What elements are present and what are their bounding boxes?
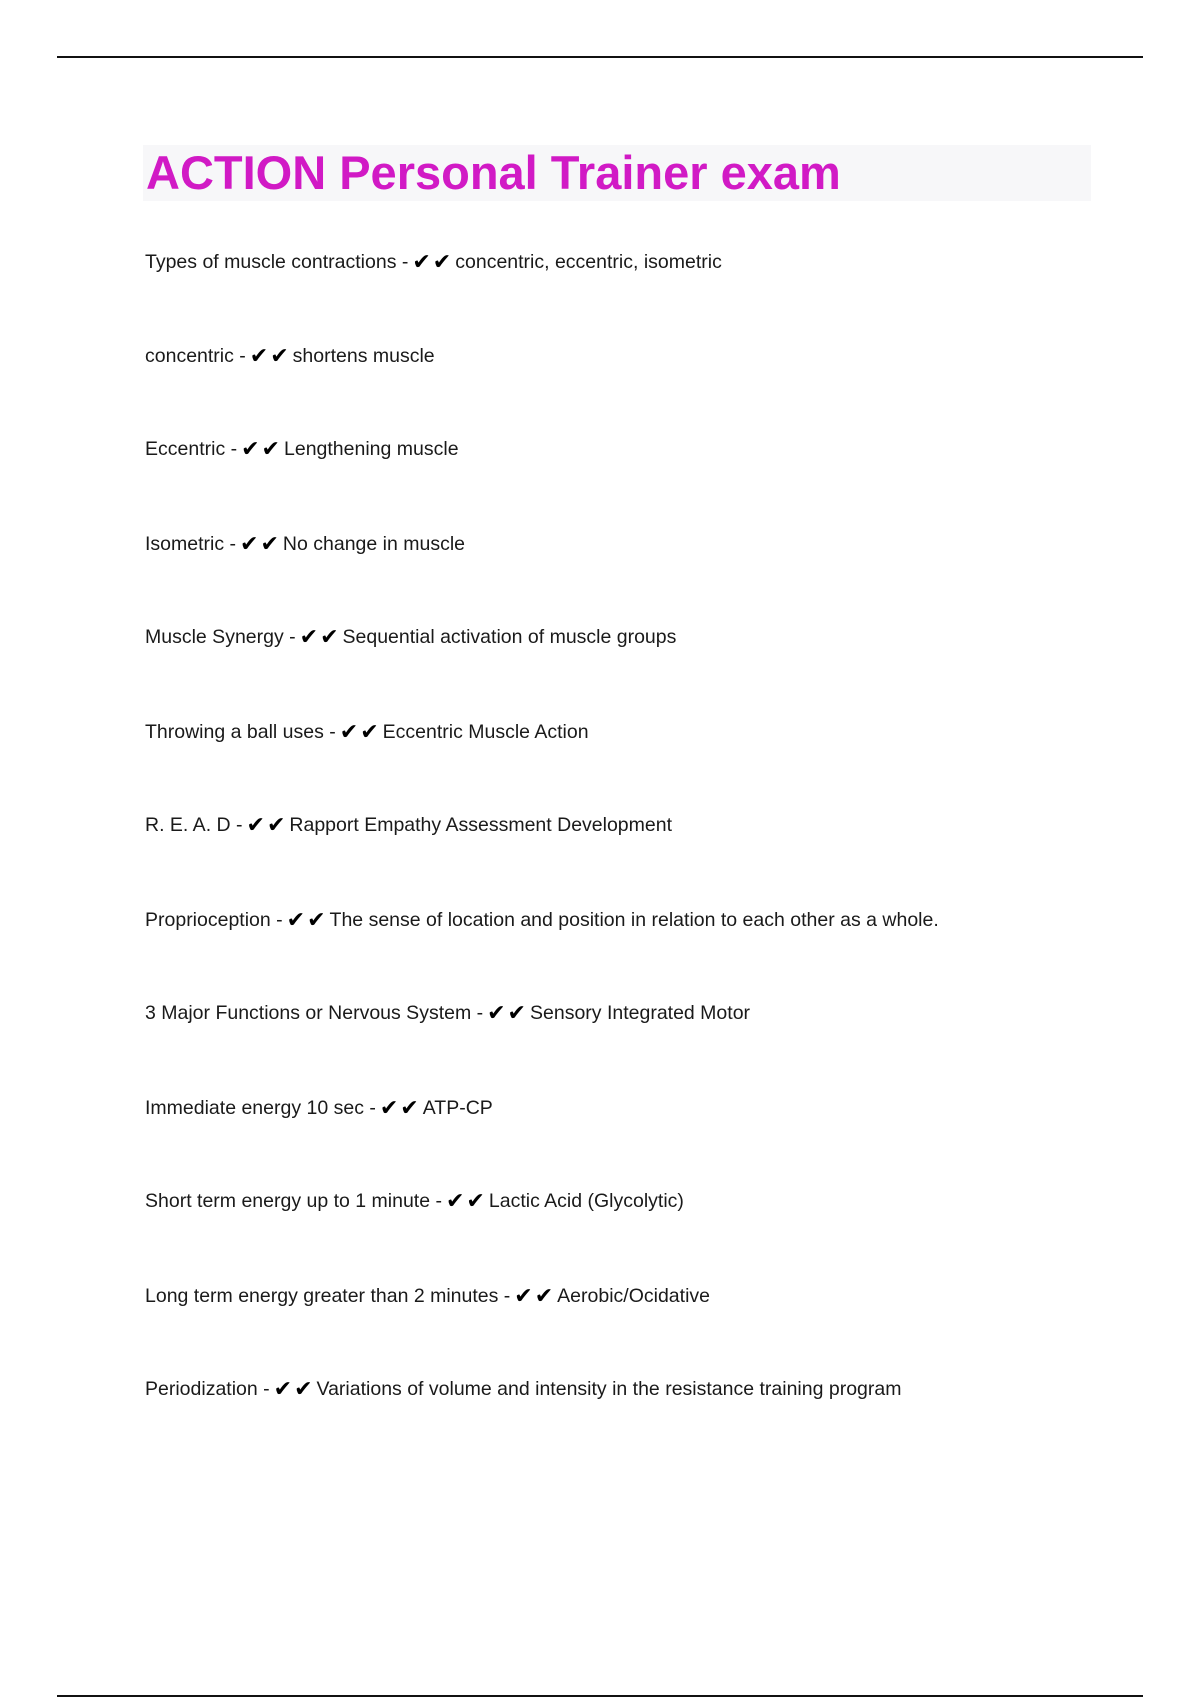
qa-answer: Lengthening muscle	[284, 438, 459, 460]
qa-answer: The sense of location and position in relation to each other as a whole.	[329, 909, 939, 931]
qa-item	[145, 625, 676, 650]
qa-answer: Variations of volume and intensity in the resistance training program	[316, 1378, 902, 1400]
qa-term: Throwing a ball uses	[145, 721, 324, 743]
qa-item	[145, 532, 465, 557]
qa-term: Isometric	[145, 533, 225, 555]
double-check-icon: ✔✔	[487, 1001, 528, 1026]
qa-separator: -	[435, 1190, 442, 1212]
qa-separator: -	[329, 721, 336, 743]
double-check-icon: ✔✔	[299, 625, 341, 650]
top-rule	[57, 56, 1143, 58]
qa-separator: -	[369, 1097, 376, 1119]
qa-item	[145, 720, 589, 745]
double-check-icon: ✔✔	[339, 720, 381, 745]
qa-answer: shortens muscle	[292, 345, 435, 367]
qa-item	[145, 1189, 684, 1214]
qa-separator: -	[503, 1285, 511, 1307]
qa-item	[145, 1001, 750, 1026]
qa-item	[145, 1377, 901, 1402]
qa-item	[145, 1284, 710, 1309]
double-check-icon: ✔✔	[286, 908, 328, 933]
qa-term: Types of muscle contractions	[145, 251, 397, 273]
page-title: ACTION Personal Trainer exam	[146, 146, 841, 199]
double-check-icon: ✔✔	[514, 1284, 556, 1309]
qa-separator: -	[229, 533, 237, 555]
qa-answer: Sensory Integrated Motor	[530, 1002, 751, 1024]
qa-separator: -	[476, 1002, 484, 1024]
qa-separator: -	[276, 909, 283, 931]
qa-item	[145, 908, 939, 933]
qa-item	[145, 437, 459, 462]
qa-answer: concentric, eccentric, isometric	[455, 251, 722, 273]
qa-answer: Rapport Empathy Assessment Development	[289, 814, 673, 836]
qa-separator: -	[239, 345, 246, 367]
qa-separator: -	[263, 1378, 270, 1400]
qa-item	[145, 813, 672, 838]
qa-item	[145, 250, 722, 275]
qa-term: Immediate energy 10 sec	[145, 1097, 364, 1119]
qa-item	[145, 1096, 493, 1121]
qa-term: Eccentric	[145, 438, 226, 460]
qa-term: Periodization	[145, 1378, 258, 1400]
double-check-icon: ✔✔	[249, 344, 291, 369]
qa-term: 3 Major Functions or Nervous System	[145, 1002, 472, 1024]
qa-term: R. E. A. D	[145, 814, 231, 836]
qa-answer: Lactic Acid (Glycolytic)	[488, 1190, 684, 1212]
double-check-icon: ✔✔	[246, 813, 288, 838]
qa-answer: No change in muscle	[282, 533, 466, 555]
double-check-icon: ✔✔	[412, 250, 454, 275]
double-check-icon: ✔✔	[446, 1189, 487, 1214]
qa-term: Proprioception	[145, 909, 271, 931]
qa-separator: -	[289, 626, 296, 648]
qa-answer: Aerobic/Ocidative	[557, 1285, 710, 1307]
bottom-rule	[57, 1695, 1143, 1697]
qa-answer: Eccentric Muscle Action	[382, 721, 589, 743]
qa-separator: -	[236, 814, 243, 836]
qa-item	[145, 344, 435, 369]
double-check-icon: ✔✔	[273, 1377, 315, 1402]
qa-term: concentric	[145, 345, 234, 367]
double-check-icon: ✔✔	[241, 437, 282, 462]
double-check-icon: ✔✔	[379, 1096, 421, 1121]
qa-term: Long term energy greater than 2 minutes	[145, 1285, 499, 1307]
qa-term: Short term energy up to 1 minute	[145, 1190, 431, 1212]
qa-separator: -	[401, 251, 409, 273]
qa-answer: Sequential activation of muscle groups	[342, 626, 677, 648]
double-check-icon: ✔✔	[240, 532, 281, 557]
qa-term: Muscle Synergy	[145, 626, 284, 648]
qa-answer: ATP-CP	[422, 1097, 493, 1119]
qa-separator: -	[230, 438, 238, 460]
